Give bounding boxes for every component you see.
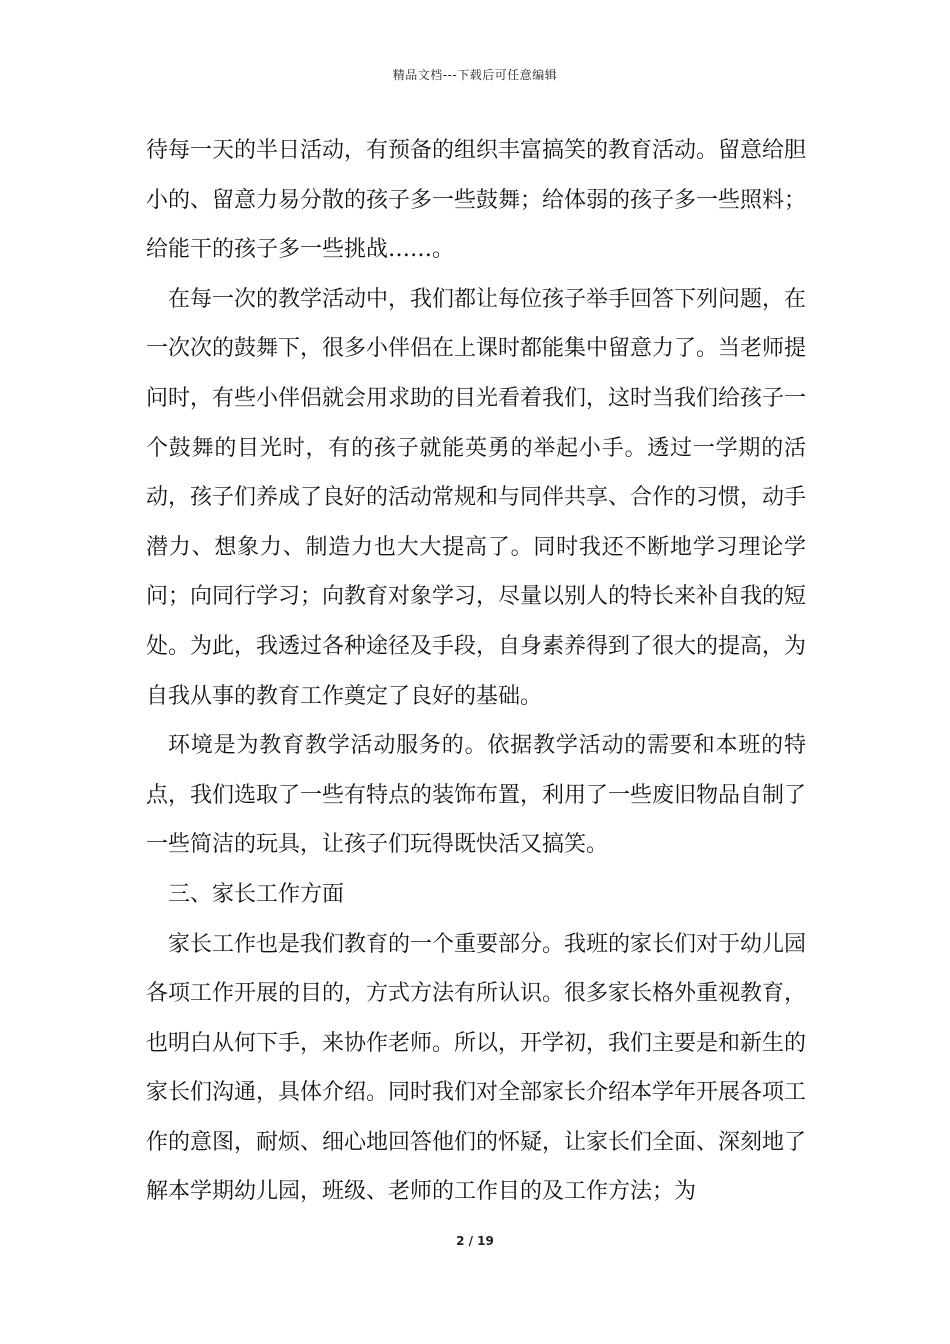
document-body bbox=[146, 126, 806, 1217]
paragraph: 家长工作也是我们教育的一个重要部分。我班的家长们对于幼儿园各项工作开展的目的，方式方法有所认识。很多家长格外重视教育，也明白从何下手，来协作老师。所以，开学初，我们主要是和新生的家长们沟通，具体介绍。同时我们对全部家长介绍本学年开展各项工作的意图，耐烦、细心地回答他们的怀疑，让家长们全面、深刻地了解本学期幼儿园，班级、老师的工作目的及工作方法；为 bbox=[146, 931, 807, 1205]
page-header: 精品文档---下载后可任意编辑 bbox=[392, 68, 558, 82]
paragraph: 在每一次的教学活动中，我们都让每位孩子举手回答下列问题，在一次次的鼓舞下，很多小伴侣在上课时都能集中留意力了。当老师提问时，有些小伴侣就会用求助的目光看着我们，这时当我们给孩子一个鼓舞的目光时，有的孩子就能英勇的举起小手。透过一学期的活动，孩子们养成了良好的活动常规和与同伴共享、合作的习惯，动手潜力、想象力、制造力也大大提高了。同时我还不断地学习理论学问；向同行学习；向教育对象学习，尽量以别人的特长来补自我的短处。为此，我透过各种途径及手段，自身素养得到了很大的提高，为自我从事的教育工作奠定了良好的基础。 bbox=[146, 286, 807, 709]
page-number: 2 / 19 bbox=[456, 1234, 494, 1248]
paragraph: 环境是为教育教学活动服务的。依据教学活动的需要和本班的特点，我们选取了一些有特点的装饰布置，利用了一些废旧物品自制了一些简洁的玩具，让孩子们玩得既快活又搞笑。 bbox=[146, 733, 807, 858]
section-heading: 三、家长工作方面 bbox=[168, 881, 345, 907]
paragraph: 待每一天的半日活动，有预备的组织丰富搞笑的教育活动。留意给胆小的、留意力易分散的孩子多一些鼓舞；给体弱的孩子多一些照料；给能干的孩子多一些挑战……。 bbox=[146, 138, 807, 263]
